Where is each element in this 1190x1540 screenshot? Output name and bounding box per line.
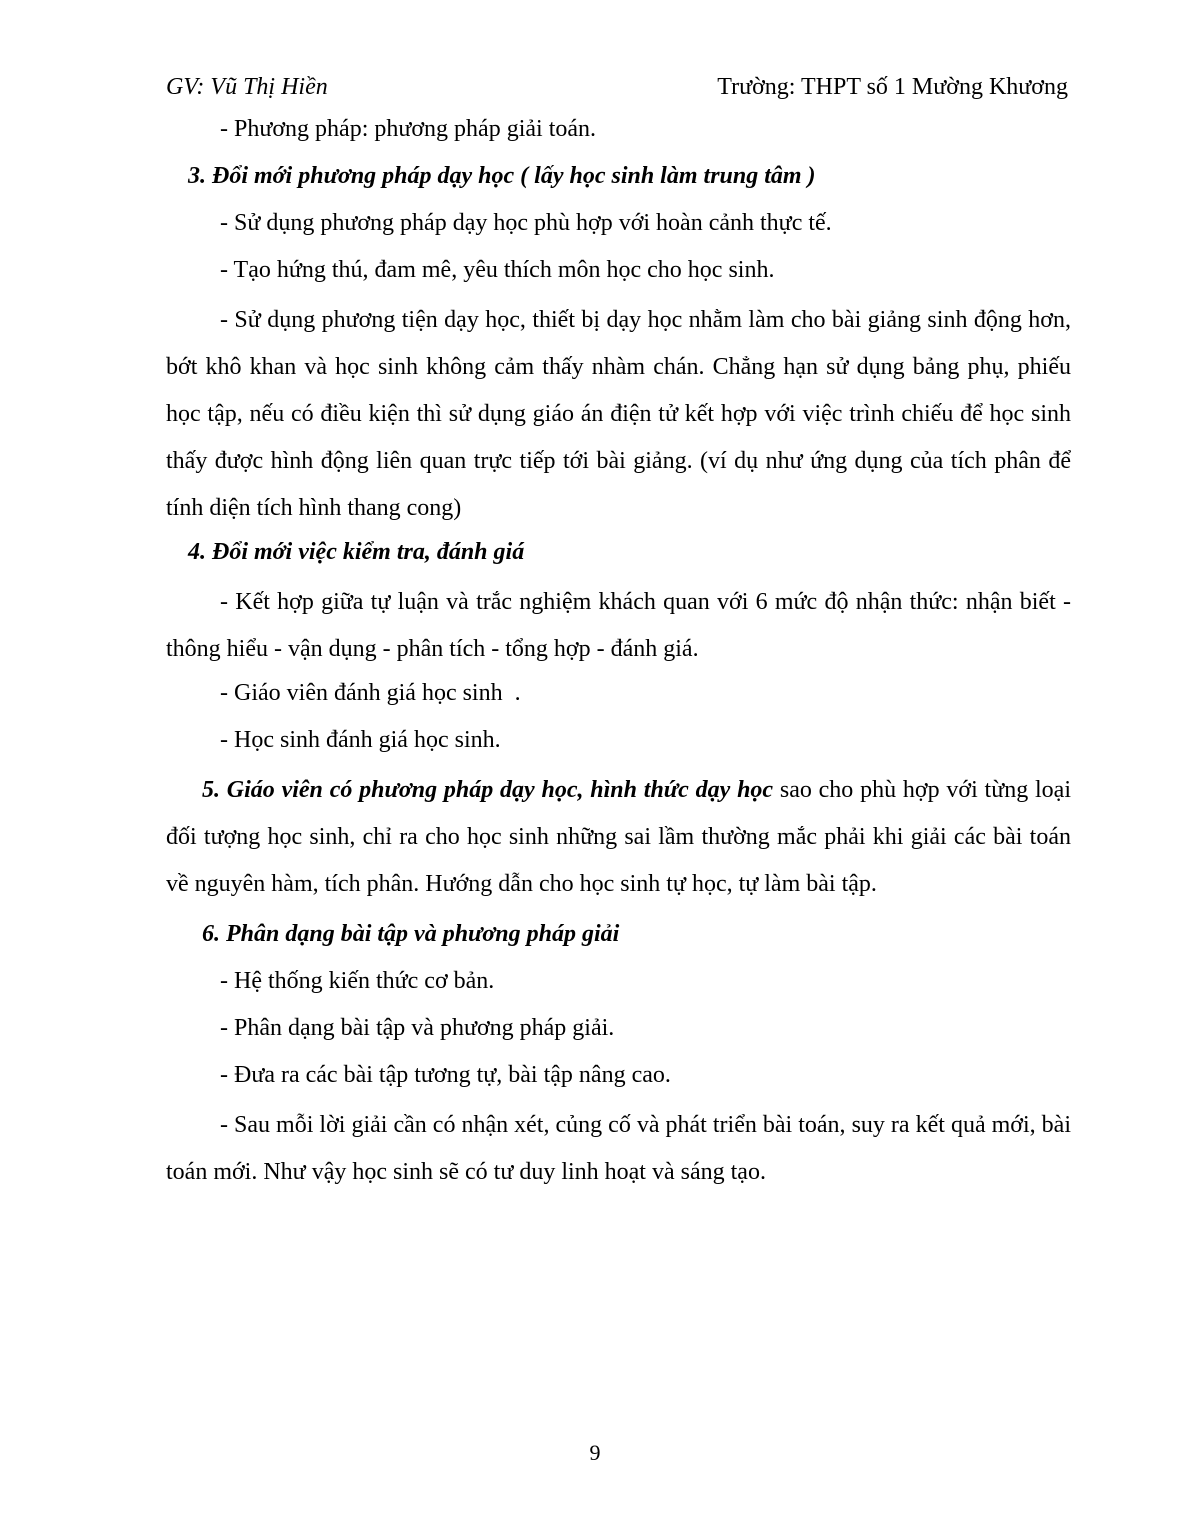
method-line: - Phương pháp: phương pháp giải toán.: [220, 116, 597, 142]
section-5-text: sao cho phù hợp với từng loại đối tượng học sinh, chỉ ra cho học sinh những sai lầm thường mắc phải khi giải các bài toán về nguyên hàm, tích phân. Hướng dẫn cho học sinh tự học, tự làm bài tập.: [166, 777, 1071, 897]
section-3-item-1: - Sử dụng phương pháp dạy học phù hợp với hoàn cảnh thực tế.: [220, 210, 832, 236]
section-5-paragraph: [166, 767, 1071, 908]
document-body: [166, 109, 1071, 1196]
section-3-item-3: [166, 297, 1071, 532]
section-3-item-2: - Tạo hứng thú, đam mê, yêu thích môn học cho học sinh.: [220, 257, 775, 283]
section-6-item-4-text: - Sau mỗi lời giải cần có nhận xét, củng cố và phát triển bài toán, suy ra kết quả mới, bài toán mới. Như vậy học sinh sẽ có tư duy linh hoạt và sáng tạo.: [166, 1112, 1071, 1185]
section-4-item-1-text: - Kết hợp giữa tự luận và trắc nghiệm khách quan với 6 mức độ nhận thức: nhận biết - thông hiểu - vận dụng - phân tích - tổng hợp - đánh giá.: [166, 589, 1071, 662]
section-3-heading: 3. Đổi mới phương pháp dạy học ( lấy học sinh làm trung tâm ): [188, 163, 816, 189]
section-6-item-2: - Phân dạng bài tập và phương pháp giải.: [220, 1015, 615, 1041]
section-4-item-3: - Học sinh đánh giá học sinh.: [220, 727, 501, 753]
section-6-heading: 6. Phân dạng bài tập và phương pháp giải: [202, 921, 620, 947]
section-5-heading: 5. Giáo viên có phương pháp dạy học, hình thức dạy học: [202, 777, 774, 803]
section-6-item-4: [166, 1102, 1071, 1196]
section-3-item-3-text: - Sử dụng phương tiện dạy học, thiết bị dạy học nhằm làm cho bài giảng sinh động hơn, bớt khô khan và học sinh không cảm thấy nhàm chán. Chẳng hạn sử dụng bảng phụ, phiếu học tập, nếu có điều kiện thì sử dụng giáo án điện tử kết hợp với việc trình chiếu để học sinh thấy được hình động liên quan trực tiếp tới bài giảng. (ví dụ như ứng dụng của tích phân để tính diện tích hình thang cong): [166, 307, 1071, 521]
section-4-item-2: - Giáo viên đánh giá học sinh .: [220, 680, 521, 706]
section-6-item-1: - Hệ thống kiến thức cơ bản.: [220, 968, 495, 994]
page-number: 9: [589, 1440, 601, 1465]
section-6-item-3: - Đưa ra các bài tập tương tự, bài tập nâng cao.: [220, 1062, 671, 1088]
header-author: GV: Vũ Thị Hiền: [166, 74, 328, 100]
page-header: [166, 70, 1068, 104]
section-4-heading: 4. Đổi mới việc kiểm tra, đánh giá: [188, 539, 525, 565]
section-4-item-1: [166, 579, 1071, 673]
header-school: Trường: THPT số 1 Mường Khương: [717, 74, 1068, 100]
